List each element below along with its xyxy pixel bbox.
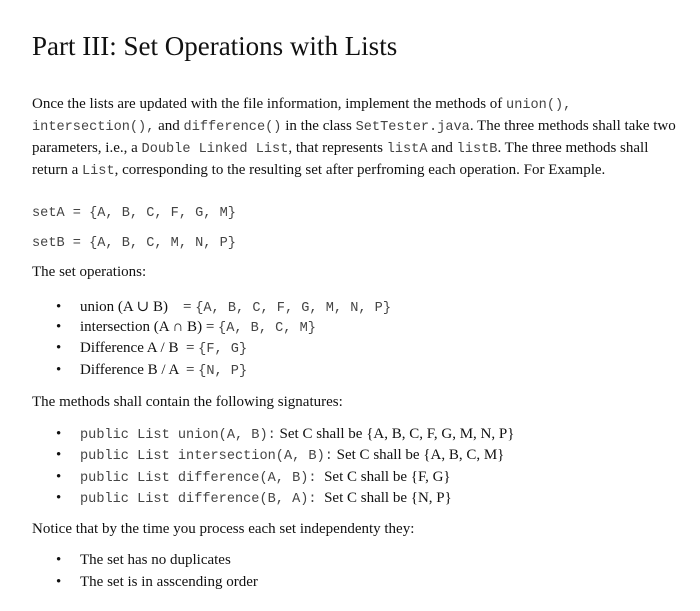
set-b: setB = {A, B, C, M, N, P}	[32, 236, 236, 251]
set-a: setA = {A, B, C, F, G, M}	[32, 206, 236, 221]
operation-equals: =	[185, 362, 199, 378]
bullet-icon: •	[56, 426, 62, 442]
intro-paragraph	[32, 94, 682, 182]
bullet-icon: •	[56, 490, 62, 506]
signatures-heading: The methods shall contain the following signatures:	[32, 394, 343, 410]
intro-text: in the class	[281, 118, 356, 134]
operation-item	[56, 319, 316, 336]
intro-text: Once the lists are updated with the file information, implement the methods of	[32, 96, 507, 112]
operation-spacer	[168, 299, 183, 315]
intro-text: and	[427, 140, 457, 156]
intro-text: , corresponding to the resulting set after perfroming each operation. For Example.	[114, 162, 606, 178]
signature-code: public List intersection(A, B):	[80, 449, 333, 464]
signature-description: Set C shall be {A, B, C, F, G, M, N, P}	[275, 426, 515, 442]
code-lista: listA	[386, 142, 428, 157]
operations-heading: The set operations:	[32, 264, 147, 280]
intro-text: , that represents	[288, 140, 387, 156]
signature-item	[56, 469, 451, 486]
bullet-icon: •	[56, 447, 62, 463]
signature-code: public List union(A, B):	[80, 428, 276, 443]
operation-value: {F, G}	[198, 342, 248, 357]
bullet-icon: •	[56, 362, 62, 378]
operation-value: {A, B, C, M}	[218, 321, 316, 336]
page-title: Part III: Set Operations with Lists	[32, 31, 398, 61]
code-difference: difference()	[183, 120, 282, 135]
note-item	[56, 552, 231, 569]
operation-equals: =	[183, 299, 196, 315]
intro-text: and	[154, 118, 184, 134]
code-listb: listB	[456, 142, 498, 157]
operation-label: union (A ∪ B)	[80, 299, 168, 315]
signature-item	[56, 490, 452, 507]
bullet-icon: •	[56, 319, 62, 335]
operation-spacer	[178, 340, 186, 356]
code-list: List	[81, 164, 115, 179]
signature-code: public List difference(B, A):	[80, 492, 317, 507]
code-settester: SetTester.java	[355, 120, 470, 135]
intro-text: . The three methods shall return a	[32, 140, 649, 178]
operation-item	[56, 340, 247, 357]
operation-label: intersection (A ∩ B)	[80, 319, 203, 335]
bullet-icon: •	[56, 552, 62, 568]
note-text: The set is in asscending order	[80, 574, 258, 590]
operation-item	[56, 362, 247, 379]
code-intersection: intersection(),	[32, 120, 155, 135]
signature-description: Set C shall be {N, P}	[316, 490, 452, 506]
operation-spacer	[178, 362, 186, 378]
note-text: The set has no duplicates	[80, 552, 231, 568]
bullet-icon: •	[56, 469, 62, 485]
bullet-icon: •	[56, 574, 62, 590]
signature-description: Set C shall be {A, B, C, M}	[332, 447, 505, 463]
bullet-icon: •	[56, 299, 62, 315]
operation-item	[56, 297, 391, 316]
operation-equals: =	[185, 340, 199, 356]
signature-code: public List difference(A, B):	[80, 471, 317, 486]
operation-label: Difference B / A	[80, 362, 179, 378]
signature-item	[56, 426, 514, 443]
code-union: union(),	[506, 98, 572, 113]
code-double-linked-list: Double Linked List	[141, 142, 289, 157]
signature-description: Set C shall be {F, G}	[316, 469, 451, 485]
operation-equals: =	[205, 319, 219, 335]
intro-text: . The three methods shall take two parameters, i.e., a	[32, 118, 676, 156]
signature-item	[56, 447, 504, 464]
operation-label: Difference A / B	[80, 340, 179, 356]
note-item	[56, 574, 258, 591]
bullet-icon: •	[56, 340, 62, 356]
operation-value: {N, P}	[198, 364, 248, 379]
operation-value: {A, B, C, F, G, M, N, P}	[195, 301, 392, 316]
notice-text: Notice that by the time you process each set independenty they:	[32, 521, 415, 537]
